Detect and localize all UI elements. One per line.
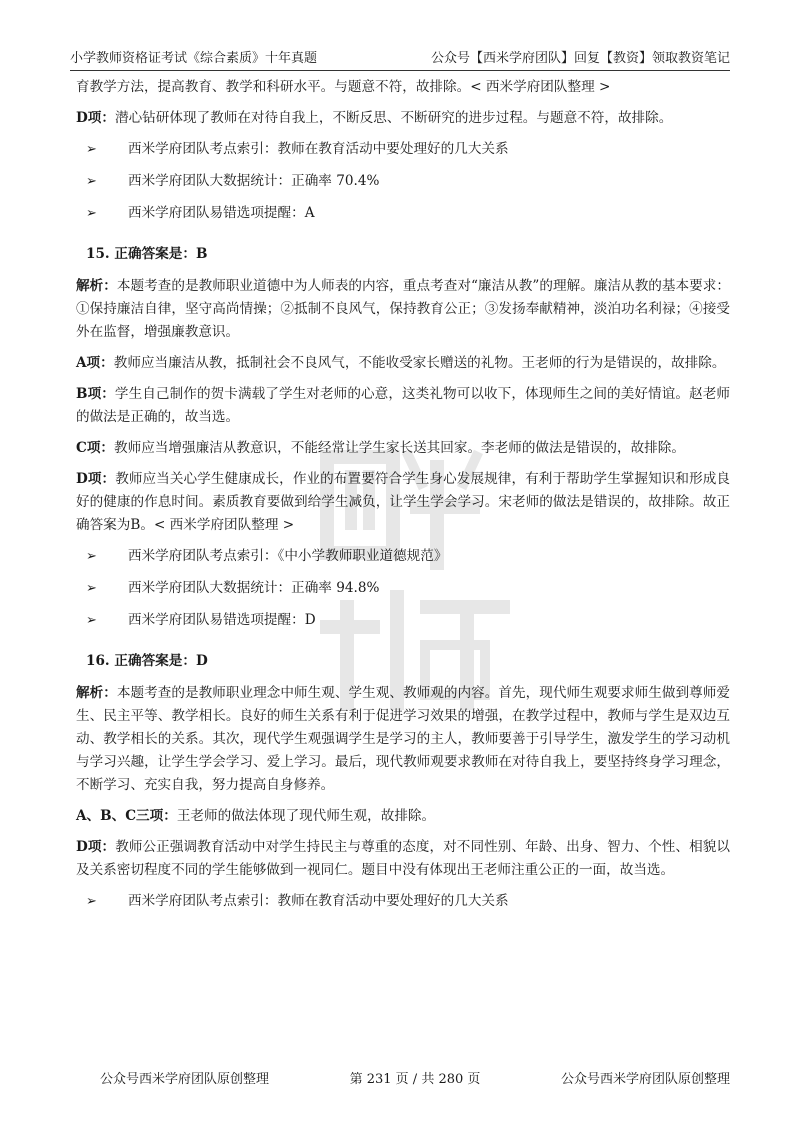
right-arrow-bullet-icon: ➢ bbox=[86, 142, 97, 157]
paragraph-continuation: 育教学方法，提高教育、教学和科研水平。与题意不符，故排除。< 西米学府团队整理 > bbox=[76, 79, 611, 95]
right-arrow-bullet-icon: ➢ bbox=[86, 174, 97, 189]
q16-option-abc: A、B、C三项：王老师的做法体现了现代师生观，故排除。 bbox=[76, 808, 436, 824]
right-arrow-bullet-icon: ➢ bbox=[86, 549, 97, 564]
q16-option-d: D项：教师公正强调教育活动中对学生持民主与尊重的态度，对不同性别、年龄、出身、智力、个性、相貌以及关系密切程度不同的学生能够做到一视同仁。题目中没有体现出王老师注重公正的一面，故当选。 bbox=[76, 839, 730, 878]
q15-option-a: A项：教师应当廉洁从教，抵制社会不良风气，不能收受家长赠送的礼物。王老师的行为是错误的，故排除。 bbox=[76, 355, 726, 371]
page-header bbox=[70, 44, 730, 71]
header-right-text: 公众号【西米学府团队】回复【教资】领取教资笔记 bbox=[430, 51, 730, 66]
list-item: ➢ 西米学府团队大数据统计：正确率 70.4% bbox=[76, 170, 730, 193]
q14-option-d: D项：潜心钻研体现了教师在对待自我上，不断反思、不断研究的进步过程。与题意不符，故排除。 bbox=[76, 110, 673, 126]
header-left-text: 小学教师资格证考试《综合素质》十年真题 bbox=[70, 51, 318, 66]
q15-explanation: 解析：本题考查的是教师职业道德中为人师表的内容，重点考查对“廉洁从教”的理解。廉洁从教的基本要求：①保持廉洁自律，坚守高尚情操；②抵制不良风气，保持教育公正；③发扬奉献精神，淡泊功名利禄；④接受外在监督，增强廉教意识。 bbox=[76, 278, 730, 340]
list-item: ➢ 西米学府团队大数据统计：正确率 94.8% bbox=[76, 577, 730, 600]
page-content bbox=[76, 76, 730, 922]
page-footer bbox=[100, 1068, 730, 1090]
q15-option-d: D项：教师应当关心学生健康成长，作业的布置要符合学生身心发展规律，有利于帮助学生掌握知识和形成良好的健康的作息时间。素质教育要做到给学生减负，让学生学会学习。宋老师的做法是错误的，故排除。故正确答案为B。< 西米学府团队整理 > bbox=[76, 471, 730, 533]
right-arrow-bullet-icon: ➢ bbox=[86, 206, 97, 221]
list-item: ➢ 西米学府团队易错选项提醒：D bbox=[76, 609, 730, 632]
right-arrow-bullet-icon: ➢ bbox=[86, 613, 97, 628]
footer-right-text: 公众号西米学府团队原创整理 bbox=[560, 1072, 730, 1087]
q16-explanation: 解析：本题考查的是教师职业理念中师生观、学生观、教师观的内容。首先，现代师生观要求师生做到尊师爱生、民主平等、教学相长。良好的师生关系有利于促进学习效果的增强，在教学过程中，教师与学生是双边互动、教学相长的关系。其次，现代学生观强调学生是学习的主人，教师要善于引导学生，激发学生的学习动机与学习兴趣，让学生学会学习、爱上学习。最后，现代教师观要求教师在对待自我上，要坚持终身学习理念，不断学习、充实自我，努力提高自身修养。 bbox=[76, 685, 731, 793]
list-item: ➢ 西米学府团队易错选项提醒：A bbox=[76, 202, 730, 225]
page-number: 第 231 页 / 共 280 页 bbox=[349, 1072, 481, 1087]
right-arrow-bullet-icon: ➢ bbox=[86, 581, 97, 596]
list-item: ➢ 西米学府团队考点索引：教师在教育活动中要处理好的几大关系 bbox=[76, 138, 730, 161]
q15-option-b: B项：学生自己制作的贺卡满载了学生对老师的心意，这类礼物可以收下，体现师生之间的美好情谊。赵老师的做法是正确的，故当选。 bbox=[76, 386, 731, 425]
list-item: ➢ 西米学府团队考点索引：《中小学教师职业道德规范》 bbox=[76, 545, 730, 568]
footer-left-text: 公众号西米学府团队原创整理 bbox=[100, 1072, 270, 1087]
q15-option-c: C项：教师应当增强廉洁从教意识，不能经常让学生家长送其回家。李老师的做法是错误的，故排除。 bbox=[76, 440, 685, 456]
list-item: ➢ 西米学府团队考点索引：教师在教育活动中要处理好的几大关系 bbox=[76, 890, 730, 913]
q16-answer-heading: 16. 正确答案是：D bbox=[86, 653, 208, 669]
right-arrow-bullet-icon: ➢ bbox=[86, 894, 97, 909]
q15-answer-heading: 15. 正确答案是：B bbox=[86, 246, 208, 262]
